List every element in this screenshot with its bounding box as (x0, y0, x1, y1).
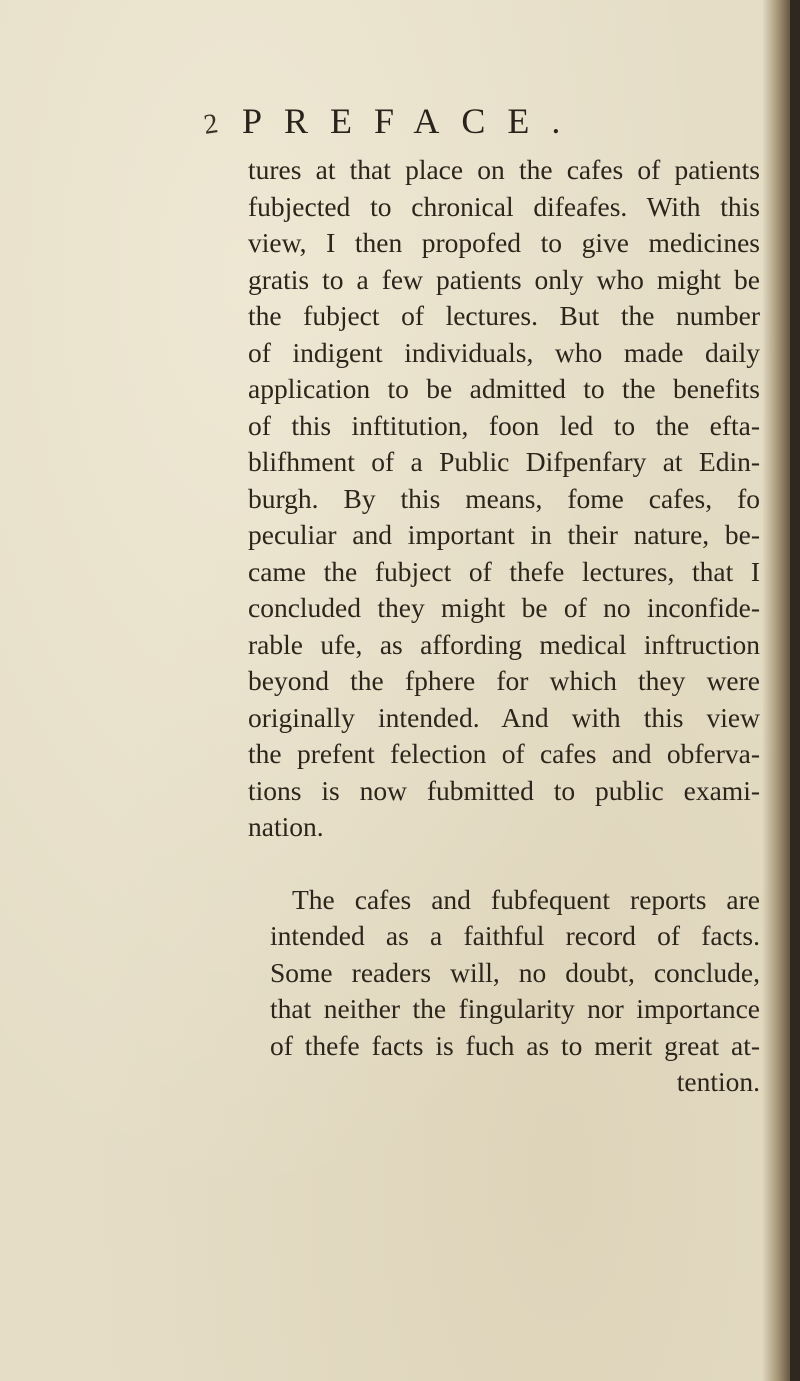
text-line: came the fubject of thefe lectures, that I (248, 555, 760, 587)
page-number: 2 (201, 108, 221, 141)
text-line: peculiar and important in their nature, be- (248, 519, 760, 550)
text-line: originally intended. And with this view (248, 701, 760, 733)
text-line: burgh. By this means, fome cafes, fo (248, 482, 760, 514)
text-line: Some readers will, no doubt, conclude, (270, 956, 760, 988)
text-line: of this inftitution, foon led to the efta- (248, 409, 760, 441)
text-line: beyond the fphere for which they were (248, 665, 760, 696)
text-line: the fubject of lectures. But the number (248, 300, 760, 331)
text-line: nation. (248, 811, 324, 842)
page-edge-dark (790, 0, 800, 1381)
text-line: The cafes and fubfequent reports are (292, 883, 760, 915)
text-line: intended as a faithful record of facts. (270, 920, 760, 951)
text-line: view, I then propofed to give medicines (248, 227, 760, 258)
paragraph-2 (248, 882, 760, 1101)
text-line: fubjected to chronical difeafes. With this (248, 190, 760, 222)
text-line: tures at that place on the cafes of patients (248, 154, 760, 185)
text-line: tions is now fubmitted to public exami- (248, 774, 760, 806)
text-line: blifhment of a Public Difpenfary at Edin- (248, 446, 760, 477)
text-line: the prefent felection of cafes and obferva- (248, 738, 760, 769)
text-line: tention. (676, 1066, 760, 1097)
text-line: rable ufe, as affording medical inftruction (248, 628, 760, 660)
text-line: gratis to a few patients only who might be (248, 263, 760, 295)
paragraph-1 (248, 152, 760, 846)
page-header (201, 100, 583, 150)
running-head: PREFACE. (242, 101, 583, 141)
text-line: concluded they might be of no inconfide- (248, 592, 760, 623)
text-line: application to be admitted to the benefits (248, 373, 760, 404)
text-line: of indigent individuals, who made daily (248, 336, 760, 368)
body-text (248, 152, 760, 1101)
text-line: that neither the fingularity nor importance (270, 993, 760, 1024)
text-line: of thefe facts is fuch as to merit great at- (270, 1029, 760, 1061)
